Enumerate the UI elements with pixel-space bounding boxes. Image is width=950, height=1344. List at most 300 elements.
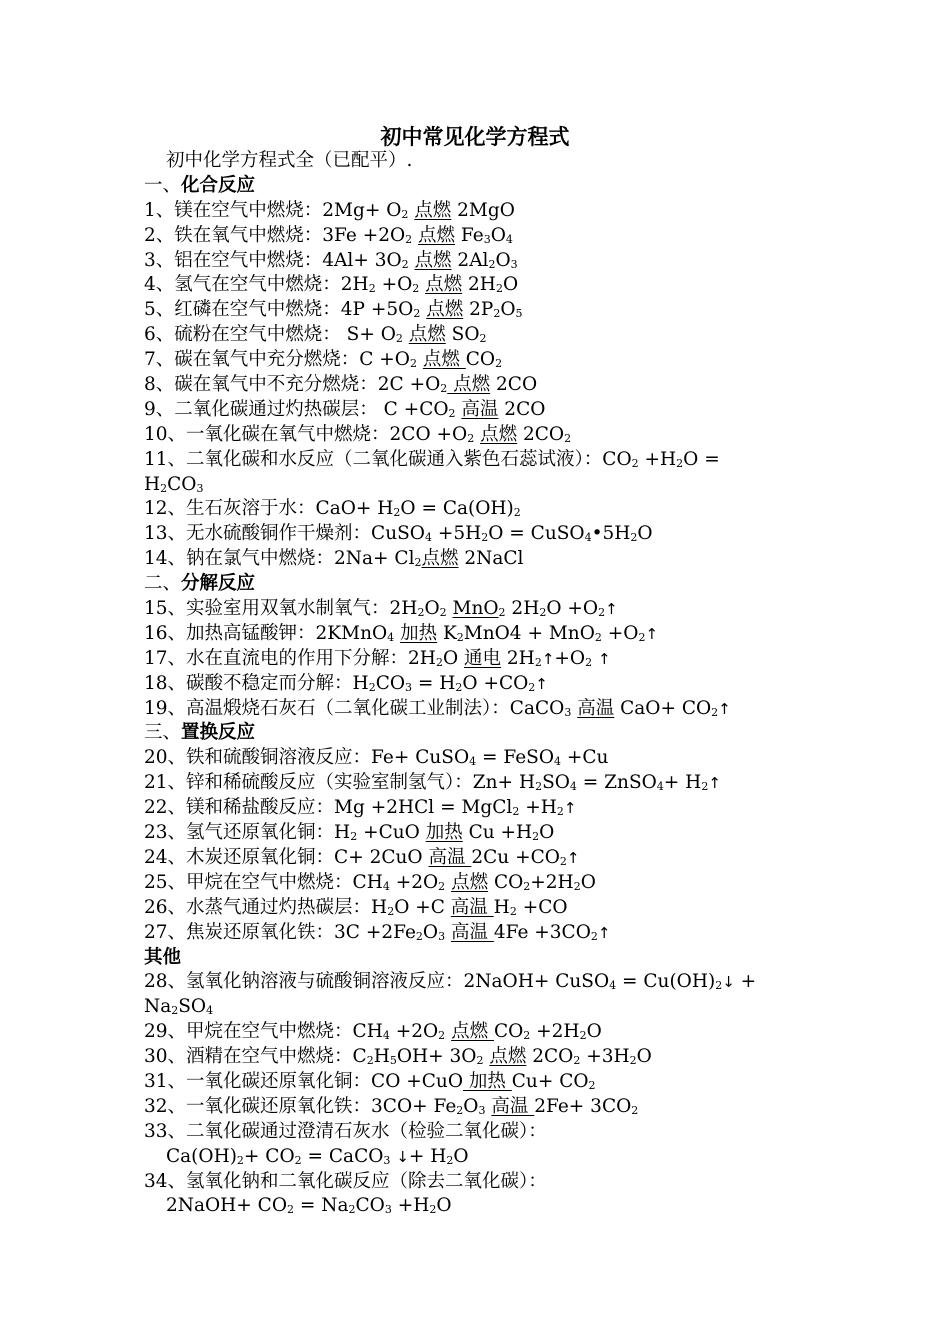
text-run: O = Ca(OH) [400,498,514,520]
subscript: 2 [440,382,448,396]
gas-arrow-icon: ↑ [563,799,577,818]
text-run: O [422,921,439,943]
subscript: 5 [389,1054,397,1068]
subscript: 2 [573,1054,581,1068]
subscript: 2 [701,780,709,794]
subscript: 2 [532,830,540,844]
subscript: 4 [469,755,477,769]
reaction-condition: 高温 [428,846,472,868]
text-run: 2Fe+ 3CO [534,1095,632,1117]
subscript: 2 [588,1078,596,1092]
subscript: 2 [573,879,581,893]
text-run: 10、一氧化碳在氧气中燃烧：2CO +O [144,423,468,445]
text-run: 12、生石灰溶于水：CaO+ H [144,498,394,520]
section-number: 二、 [144,573,182,595]
text-run: O [637,523,653,545]
subscript: 2 [439,606,447,620]
text-run: H [144,473,161,495]
text-run: Ca(OH) [166,1145,237,1167]
text-run: = Cu(OH) [616,971,716,993]
text-run: 18、碳酸不稳定而分解：H [144,672,369,694]
text-run: O [463,1095,479,1117]
text-run: SO [445,324,480,346]
text-run: 7、碳在氧气中充分燃烧：C +O [144,349,410,371]
equation-line [144,348,814,373]
text-run: 28、氢氧化钠溶液与硫酸铜溶液反应：2NaOH+ CuSO [144,971,610,993]
subscript: 5 [515,307,523,321]
reaction-condition: MnO [452,598,499,620]
equation-line [144,522,814,547]
subscript: 2 [523,1029,531,1043]
gas-arrow-icon: ↑ [597,923,611,942]
section-title: 置换反应 [181,722,256,744]
text-run: +3H [580,1046,630,1068]
gas-arrow-icon: ↑ [535,674,548,693]
text-run: 2CO [498,398,546,420]
text-run: 21、锌和稀硫酸反应（实验室制氢气）：Zn+ H [144,772,536,794]
subscript: 2 [534,655,542,669]
subscript: 2 [435,655,443,669]
subscript: 2 [387,904,395,918]
text-run: O = [683,448,720,470]
text-run: O +C [394,896,451,918]
subscript: 2 [412,282,420,296]
subscript: 2 [676,456,684,470]
subscript: 2 [495,282,503,296]
subscript: 2 [438,879,446,893]
text-run: SO [542,772,570,794]
subscript: 3 [483,232,491,246]
text-run: O [586,1021,602,1043]
text-run: O +O [546,598,599,620]
text-run: SO [178,996,207,1018]
section-heading [144,174,814,199]
subscript: 3 [478,1103,486,1117]
text-run: 31、一氧化碳还原氧化铜：CO +CuO [144,1070,463,1092]
text-run: = ZnSO [576,772,657,794]
text-run: +5H [431,523,482,545]
subscript: 2 [631,456,639,470]
subscript: 2 [498,606,506,620]
equation-line [144,224,814,249]
text-run: 13、无水硫酸铜作干燥剂：CuSO [144,523,425,545]
subscript: 4 [554,755,561,769]
section-title: 分解反应 [181,573,256,595]
text-run: 9、二氧化碳通过灼热碳层： C +CO [144,398,449,420]
text-run: 2MgO [451,199,515,221]
text-run: 2NaOH+ CO [166,1195,287,1217]
subscript: 2 [509,904,517,918]
reaction-condition: 高温 [450,921,494,943]
equation-line [144,497,814,522]
text-run: O [495,249,511,271]
text-run: 5H [602,523,631,545]
subscript: 4 [382,1029,390,1043]
section-heading [144,572,814,597]
text-run: CO [493,1021,524,1043]
subscript: 4 [505,232,513,246]
text-run: CO [355,1195,385,1217]
text-run: OH+ 3O [396,1046,477,1068]
text-run: 2H [505,598,540,620]
text-run: 2、铁在氧气中燃烧：3Fe +2O [144,224,406,246]
reaction-condition: 高温 [577,697,615,719]
equation-line [144,373,814,398]
text-run: +CuO [357,822,426,844]
subscript: 2 [631,1103,639,1117]
text-run: Cu+ CO [511,1070,589,1092]
text-run: = FeSO [476,747,554,769]
text-run: Na [144,996,172,1018]
subscript: 2 [413,307,421,321]
equation-line [144,970,814,995]
section-title: 化合反应 [181,174,256,196]
text-run: O [424,598,440,620]
text-run: 5、红磷在空气中燃烧：4P +5O [144,299,414,321]
text-run: MnO4 + MnO [463,622,595,644]
equation-line [144,921,814,946]
text-run: H [493,896,510,918]
subscript: 2 [401,257,409,271]
reaction-condition: 通电 [464,647,502,669]
subscript: 2 [715,979,723,993]
text-run: 16、加热高锰酸钾：2KMnO [144,622,388,644]
text-run: + [734,971,757,993]
subscript: 4 [424,531,432,545]
subscript: 2 [395,332,403,346]
equation-line [144,1020,814,1045]
subscript: 2 [638,630,646,644]
subscript: 2 [585,655,593,669]
section-number: 三、 [144,722,182,744]
subscript: 2 [481,531,489,545]
equation-line [144,871,814,896]
text-run: 4、氢气在空气中燃烧：2H [144,274,369,296]
text-run: +CO [516,896,568,918]
subscript: 2 [467,431,475,445]
equation-line [144,1045,814,1070]
subscript: 2 [456,1103,464,1117]
equation-line [144,697,814,722]
subscript: 2 [350,830,358,844]
subscript: 2 [493,307,501,321]
equation-line [144,1120,814,1145]
text-run: O [500,299,516,321]
reaction-condition: 点燃 [408,324,446,346]
reaction-condition: 加热 [462,1070,512,1092]
page-title: 初中常见化学方程式 [380,125,570,149]
text-run: CO [167,473,197,495]
text-run: +O [601,622,639,644]
precipitate-arrow-icon: ↓ [396,1147,409,1166]
section-number: 一、 [144,174,182,196]
text-run: O = CuSO [488,523,585,545]
subscript: 3 [564,705,572,719]
text-run: CaO+ CO [614,697,712,719]
text-run: + H [663,772,702,794]
subscript: 4 [609,979,617,993]
text-run: 2Cu +CO [471,846,560,868]
subscript: 4 [569,780,577,794]
subscript: 2 [579,1029,587,1043]
equation-line [144,547,814,572]
subscript: 2 [438,1029,446,1043]
text-run: +2H [530,871,574,893]
subscript: 2 [556,805,564,819]
gas-arrow-icon: ↑ [597,649,611,668]
text-run: 11、二氧化碳和水反应（二氧化碳通入紫色石蕊试液）：CO [144,448,632,470]
equation-line [144,423,814,448]
equation-line [144,1145,814,1170]
subscript: 2 [488,257,496,271]
reaction-condition: 点燃 [414,199,452,221]
text-run: +2H [530,1021,580,1043]
text-run: 19、高温煅烧石灰石（二氧化碳工业制法）：CaCO [144,697,565,719]
gas-arrow-icon: ↑ [541,649,555,668]
reaction-condition: 点燃 [426,299,464,321]
text-run: O [539,822,555,844]
text-run: +O [554,647,586,669]
subscript: 2 [368,680,376,694]
equation-list [144,149,814,1219]
subscript: 2 [495,357,503,371]
text-run: 25、甲烷在空气中燃烧：CH [144,871,383,893]
text-run: 2NaCl [458,548,524,570]
subscript: 2 [629,1054,637,1068]
text-run: O [436,1195,452,1217]
subscript: 2 [171,1004,179,1018]
section-heading [144,946,814,971]
text-run: CO [488,871,524,893]
equation-line [144,995,814,1020]
subscript: 3 [196,481,204,495]
subscript: 2 [564,431,572,445]
text-run: +2O [389,1021,439,1043]
subscript: 2 [417,606,425,620]
subscript: 2 [513,506,521,520]
equation-line [144,1070,814,1095]
text-run: O [636,1046,652,1068]
subscript: 2 [476,1054,484,1068]
subscript: 2 [559,854,567,868]
subscript: 2 [368,282,376,296]
text-run: O +CO [462,672,529,694]
text-run: 2CO [517,423,565,445]
subscript: 2 [414,556,422,570]
text-run: 26、水蒸气通过灼热碳层：H [144,896,388,918]
text-run: 23、氢气还原氧化铜：H [144,822,351,844]
text-run: Fe [455,224,484,246]
gas-arrow-icon: ↑ [708,774,721,793]
text-run: = H [412,672,456,694]
subscript: 2 [523,879,531,893]
text-run: 初中化学方程式全（已配平）. [166,150,413,171]
equation-line [144,796,814,821]
text-run: Cu +H [462,822,533,844]
equation-line [144,746,814,771]
reaction-condition: 点燃 [414,249,452,271]
reaction-condition: 点燃 [447,374,491,396]
equation-line [144,448,814,473]
equation-line [144,846,814,871]
text-run: + H [408,1145,447,1167]
subscript: 2 [448,406,456,420]
text-run: 2CO [490,374,538,396]
text-run: O [442,647,465,669]
reaction-condition: 高温 [450,896,494,918]
subscript: 3 [405,680,413,694]
equation-line [144,1095,814,1120]
text-run: 6、硫粉在空气中燃烧： S+ O [144,324,396,346]
subscript: 4 [382,879,390,893]
text-run: 30、酒精在空气中燃烧：C [144,1046,367,1068]
text-run: 2CO [526,1046,574,1068]
subscript: 3 [383,1153,391,1167]
equation-line [144,1194,814,1219]
text-run: +H [638,448,677,470]
text-run: +O [375,274,413,296]
subscript: 2 [479,332,487,346]
text-run: 2P [463,299,494,321]
subscript: 2 [401,207,409,221]
text-run: 2H [501,647,535,669]
equation-line [144,896,814,921]
subscript: 2 [456,630,464,644]
subscript: 2 [539,606,547,620]
subscript: 3 [510,257,518,271]
subscript: 2 [512,805,520,819]
text-run: 4Fe +3CO [493,921,591,943]
subscript: 2 [455,680,463,694]
subscript: 2 [528,680,536,694]
text-run: +Cu [561,747,609,769]
text-run: O [580,871,596,893]
equation-line [144,1170,814,1195]
text-run: 22、镁和稀盐酸反应：Mg +2HCl = MgCl [144,797,513,819]
text-run: 17、水在直流电的作用下分解：2H [144,647,436,669]
gas-arrow-icon: ↑ [718,699,731,718]
equation-line [144,622,814,647]
subscript: 2 [415,929,423,943]
subscript: 2 [366,1054,374,1068]
text-run: 8、碳在氧气中不充分燃烧：2C +O [144,374,441,396]
subscript: 4 [387,630,395,644]
equation-line [144,597,814,622]
subscript: 2 [446,1153,454,1167]
subscript: 2 [711,705,719,719]
equation-line [144,821,814,846]
subscript: 2 [348,1203,356,1217]
text-run: = CaCO [301,1145,384,1167]
text-run: 3、铝在空气中燃烧：4Al+ 3O [144,249,402,271]
subscript: 2 [405,232,413,246]
subscript: 2 [598,606,606,620]
text-run: O [490,224,506,246]
section-heading [144,721,814,746]
reaction-condition: 加热 [400,622,438,644]
reaction-condition: 点燃 [451,871,489,893]
text-run: 34、氢氧化钠和二氧化碳反应（除去二氧化碳）： [144,1170,547,1192]
equation-line [144,249,814,274]
reaction-condition: 加热 [425,822,463,844]
subscript: 2 [287,1203,294,1217]
equation-line [144,298,814,323]
reaction-condition: 高温 [491,1095,535,1117]
subscript: 2 [236,1153,244,1167]
subscript: 2 [294,1153,302,1167]
text-run: 15、实验室用双氧水制氧气：2H [144,598,418,620]
text-run: O [502,274,519,296]
subscript: 2 [630,531,638,545]
equation-line [144,473,814,498]
equation-line [144,273,814,298]
text-run: 24、木炭还原氧化铜：C+ 2CuO [144,846,429,868]
middle-dot: • [591,523,603,545]
equation-line [144,647,814,672]
reaction-condition: 点燃 [451,1021,494,1043]
text-run: = Na [294,1195,349,1217]
reaction-condition: 高温 [461,398,499,420]
reaction-condition: 点燃 [489,1046,527,1068]
subscript: 2 [393,506,401,520]
reaction-condition: 点燃 [418,224,456,246]
subscript: 4 [584,531,592,545]
text-run: 2Al [451,249,489,271]
text-run: +H [391,1195,430,1217]
subscript: 3 [384,1203,392,1217]
text-run: 32、一氧化碳还原氧化铁：3CO+ Fe [144,1095,457,1117]
subscript: 2 [160,481,168,495]
equation-line [144,199,814,224]
gas-arrow-icon: ↑ [605,600,618,619]
gas-arrow-icon: ↑ [645,624,659,643]
text-run: + CO [243,1145,295,1167]
text-run: CO [375,672,406,694]
intro-line [144,149,814,174]
subscript: 2 [590,929,598,943]
subscript: 4 [206,1004,214,1018]
equation-line [144,323,814,348]
equation-line [144,398,814,423]
section-title: 其他 [144,946,182,968]
subscript: 2 [409,357,417,371]
subscript: 2 [594,630,602,644]
text-run: +2O [389,871,439,893]
text-run: 1、镁在空气中燃烧：2Mg+ O [144,199,402,221]
reaction-condition: 点燃 [421,548,459,570]
reaction-condition: 点燃 [425,274,463,296]
text-run: +H [519,797,557,819]
text-run: 27、焦炭还原氧化铁：3C +2Fe [144,921,416,943]
text-run: 33、二氧化碳通过澄清石灰水（检验二氧化碳）： [144,1120,547,1142]
reaction-condition: 点燃 [422,349,466,371]
text-run: 29、甲烷在空气中燃烧：CH [144,1021,383,1043]
text-run: 2H [462,274,496,296]
subscript: 2 [535,780,543,794]
precipitate-arrow-icon: ↓ [722,973,735,992]
text-run: K [437,622,457,644]
subscript: 3 [438,929,446,943]
subscript: 4 [656,780,664,794]
subscript: 2 [429,1203,437,1217]
equation-line [144,771,814,796]
text-run: 14、钠在氯气中燃烧：2Na+ Cl [144,548,415,570]
text-run: H [373,1046,390,1068]
reaction-condition: 点燃 [480,423,518,445]
equation-line [144,672,814,697]
text-run: 20、铁和硫酸铜溶液反应：Fe+ CuSO [144,747,470,769]
text-run: CO [465,349,496,371]
